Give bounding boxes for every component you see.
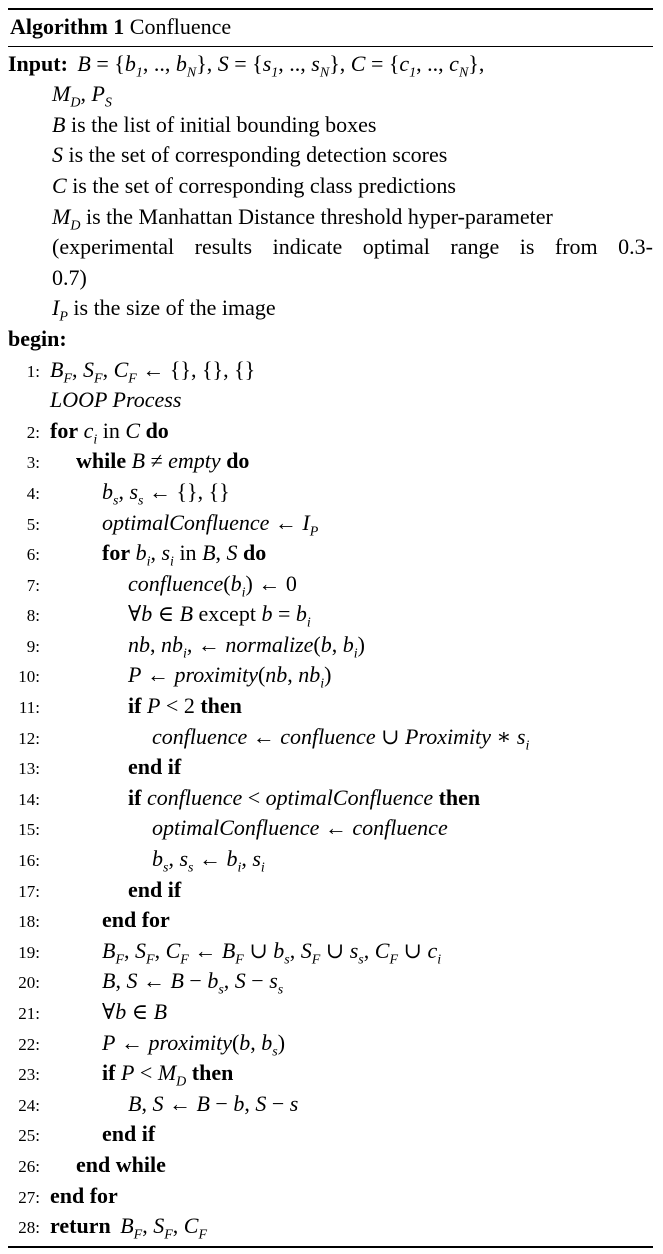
step-25: 25: end if [18, 1121, 156, 1147]
step-19: 19: $B_F$, $S_F$, $C_F$ ← $B_F$ ∪ $b_s$, $S_F$ ∪ $s_s$, $C_F$ ∪ $c_i$ [18, 937, 442, 968]
step-12: 12: confluence ← confluence ∪ Proximity ∗ $s_i$ [18, 723, 530, 754]
bottom-rule [8, 1246, 653, 1248]
step-15: 15: optimalConfluence ← confluence [18, 815, 448, 841]
algorithm-name: Confluence [129, 14, 232, 39]
step-17: 17: end if [18, 876, 182, 902]
step-18: 18: end for [18, 907, 170, 933]
algorithm-title [8, 10, 653, 46]
step-13: 13: end if [18, 754, 182, 780]
step-10: 10: P ← proximity(nb, $nb_i$) [18, 662, 332, 692]
step-23: 23: if $P < M_D$ then [18, 1060, 234, 1090]
input-desc-md: $M_D$ is the Manhattan Distance threshold hyper-parameter [52, 203, 553, 233]
step-14: 14: if confluence < optimalConfluence then [18, 784, 481, 810]
step-20: 20: B, S ← $B - b_s$, $S - s_s$ [18, 968, 284, 998]
input-desc-b: B is the list of initial bounding boxes [52, 111, 377, 137]
algorithm-label: Algorithm 1 [10, 14, 125, 39]
step-16: 16: $b_s$, $s_s$ ← $b_i$, $s_i$ [18, 846, 265, 876]
input-desc-c: C is the set of corresponding class predictions [52, 172, 456, 198]
step-26: 26: end while [18, 1151, 166, 1177]
step-22: 22: P ← proximity(b, $b_s$) [18, 1029, 286, 1059]
input-signature-line2: $M_D$, $P_S$ [52, 81, 112, 111]
step-9: 9: nb, $nb_i$, ← normalize(b, $b_i$) [26, 631, 365, 662]
algorithm-steps [8, 355, 653, 1242]
algorithm-box [8, 8, 653, 1248]
step-27: 27: end for [18, 1182, 118, 1208]
input-desc-s: S is the set of corresponding detection scores [52, 142, 448, 168]
input-signature [8, 49, 653, 80]
input-md-note-line1: (experimental results indicate optimal range is from 0.3- [52, 234, 653, 260]
step-2: 2: for $c_i$ in C do [26, 417, 169, 448]
loop-process-label: LOOP Process [50, 387, 182, 413]
step-5: 5: optimalConfluence ← $I_P$ [26, 509, 319, 539]
input-block [8, 47, 653, 324]
step-6: 6: for $b_i$, $s_i$ in B, S do [26, 540, 267, 570]
step-8: 8: ∀b ∈ B except $b = b_i$ [26, 601, 311, 631]
input-keyword: Input: [8, 50, 68, 76]
input-md-note-line2: 0.7) [52, 264, 87, 290]
input-signature-line1: $B = \{b_1$, .., $b_N$}, $S = \{s_1$, .., $s_N$}, $C = \{c_1$, .., $c_N$}, [77, 50, 485, 80]
step-11: 11: if P < 2 then [18, 693, 242, 719]
step-28: 28: return $B_F$, $S_F$, $C_F$ [18, 1213, 208, 1243]
line-number: 1: [26, 361, 40, 381]
step-7: 7: $confluence(b_i)$ ← 0 [26, 570, 297, 601]
step-21: 21: ∀b ∈ B [18, 999, 168, 1024]
begin-keyword: begin: [8, 325, 67, 351]
input-desc-ip: $I_P$ is the size of the image [52, 295, 276, 325]
step-1: 1: $B_F$, $S_F$, $C_F$ ← {}, {}, {} [8, 355, 653, 386]
step-4: 4: $b_s$, $s_s$ ← {}, {} [26, 478, 230, 509]
step-3: 3: while B ≠ empty do [26, 448, 250, 474]
step-24: 24: B, S ← B − b, S − s [18, 1090, 299, 1116]
